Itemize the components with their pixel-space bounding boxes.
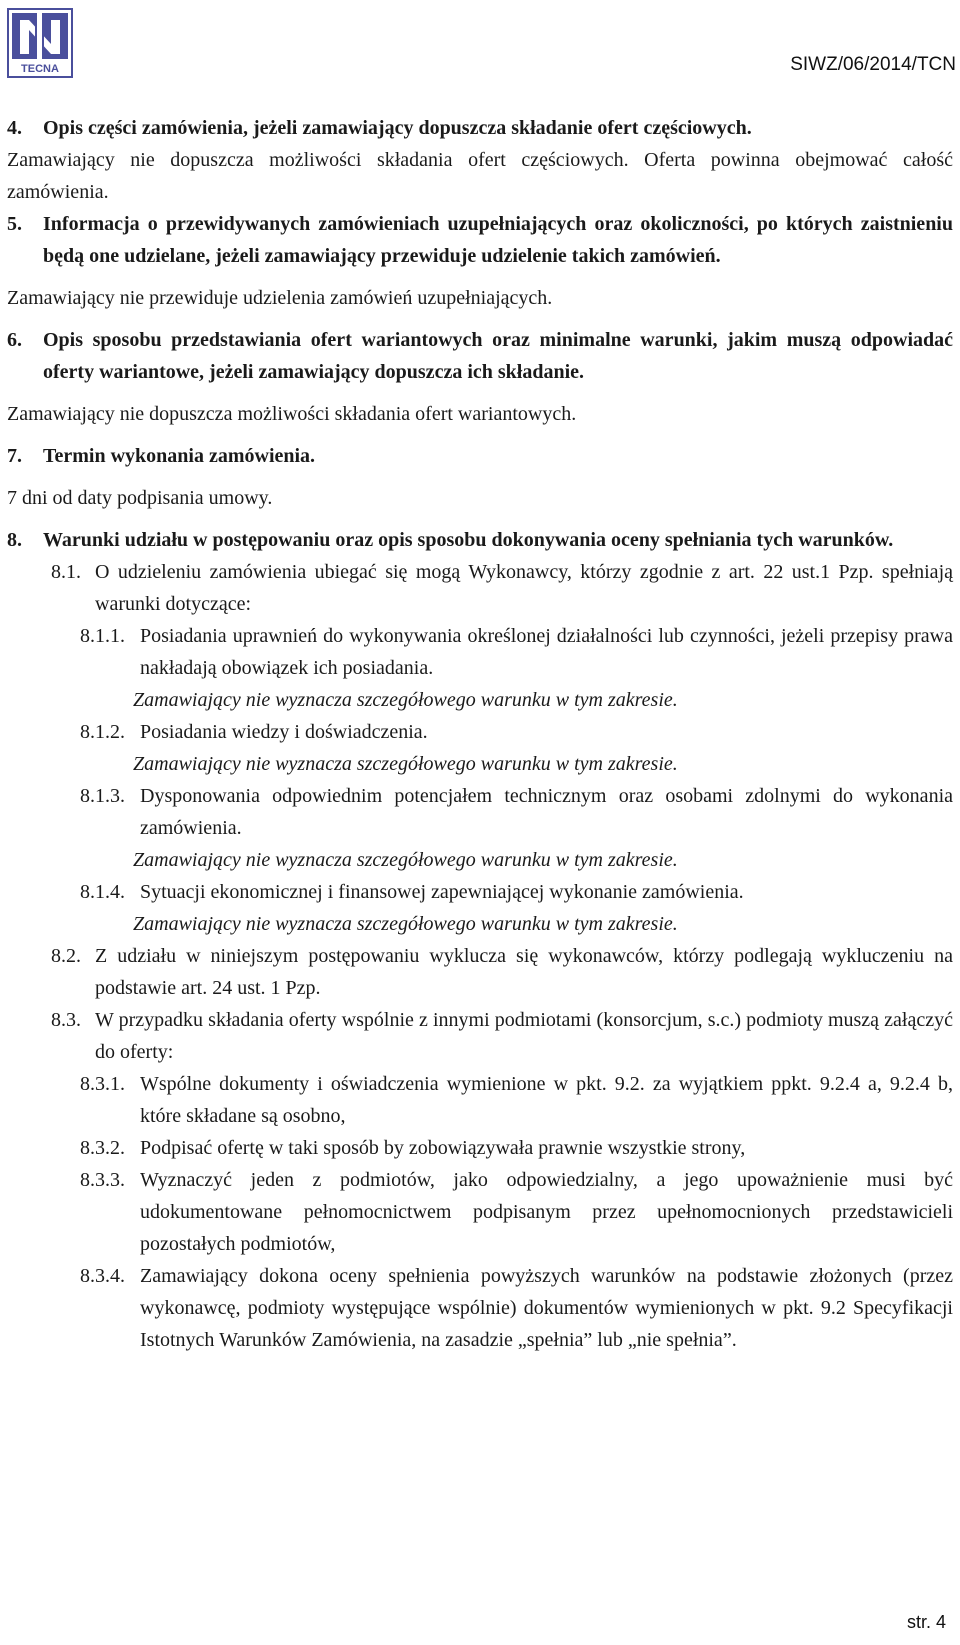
subsection-8-3-3 [7,1164,953,1260]
subsection-text: Posiadania wiedzy i doświadczenia. [140,721,428,743]
subsection-number: 8.1.3. [80,785,125,807]
subsection-8-3-1 [7,1068,953,1132]
subsection-text: Zamawiający dokona oceny spełnienia powyższych warunków na podstawie złożonych (przez wykonawcę, podmioty występujące wspólnie) dokumentów wymienionych w pkt. 9.2 Specyfikacji Istotnych Warunków Zamówienia, na zasadzie „spełnia” lub „nie spełnia”. [140,1265,953,1351]
subsection-number: 8.3.2. [80,1137,125,1159]
subsection-text: Sytuacji ekonomicznej i finansowej zapewniającej wykonanie zamówienia. [140,881,744,903]
document-body [7,112,953,1356]
section-4-heading [7,112,953,144]
subsection-8-1-3 [7,780,953,844]
section-6-heading [7,324,953,388]
section-number: 4. [7,117,22,139]
subsection-number: 8.3.3. [80,1169,125,1191]
subsection-text: Z udziału w niniejszym postępowaniu wyklucza się wykonawców, którzy podlegają wykluczeniu na podstawie art. 24 ust. 1 Pzp. [95,945,953,999]
subsection-8-1 [7,556,953,620]
section-6-body: Zamawiający nie dopuszcza możliwości składania ofert wariantowych. [7,403,577,425]
section-7-body: 7 dni od daty podpisania umowy. [7,487,273,509]
condition-note: Zamawiający nie wyznacza szczegółowego warunku w tym zakresie. [133,849,678,871]
section-number: 6. [7,329,22,351]
subsection-text: O udzieleniu zamówienia ubiegać się mogą Wykonawcy, którzy zgodnie z art. 22 ust.1 Pzp. spełniają warunki dotyczące: [95,561,953,615]
tecna-logo [7,8,73,78]
subsection-text: Podpisać ofertę w taki sposób by zobowiązywała prawnie wszystkie strony, [140,1137,746,1159]
section-number: 7. [7,445,22,467]
document-reference: SIWZ/06/2014/TCN [790,54,956,75]
subsection-number: 8.3.4. [80,1265,125,1287]
subsection-number: 8.1.1. [80,625,125,647]
subsection-number: 8.1.2. [80,721,125,743]
logo-mark-icon [7,8,73,78]
subsection-8-3-2 [7,1132,953,1164]
subsection-text: Posiadania uprawnień do wykonywania określonej działalności lub czynności, jeżeli przepisy prawa nakładają obowiązek ich posiadania. [140,625,953,679]
section-8-heading [7,524,953,556]
section-title: Opis części zamówienia, jeżeli zamawiający dopuszcza składanie ofert częściowych. [43,117,752,139]
logo-wordmark: TECNA [21,63,59,75]
section-number: 5. [7,213,22,235]
section-5-body: Zamawiający nie przewiduje udzielenia zamówień uzupełniających. [7,287,553,309]
subsection-text: Wspólne dokumenty i oświadczenia wymienione w pkt. 9.2. za wyjątkiem ppkt. 9.2.4 a, 9.2.4 b, które składane są osobno, [140,1073,953,1127]
section-title: Termin wykonania zamówienia. [43,445,316,467]
subsection-8-1-2 [7,716,953,748]
section-title: Informacja o przewidywanych zamówieniach uzupełniających oraz okoliczności, po których zaistnieniu będą one udzielane, jeżeli zamawiający przewiduje udzielenie takich zamówień. [43,213,953,267]
condition-note: Zamawiający nie wyznacza szczegółowego warunku w tym zakresie. [133,913,678,935]
subsection-8-1-1 [7,620,953,684]
subsection-text: Dysponowania odpowiednim potencjałem technicznym oraz osobami zdolnymi do wykonania zamówienia. [140,785,953,839]
subsection-number: 8.3.1. [80,1073,125,1095]
section-4-body: Zamawiający nie dopuszcza możliwości składania ofert częściowych. Oferta powinna obejmować całość zamówienia. [7,149,953,203]
page-number: str. 4 [906,1612,946,1632]
condition-note: Zamawiający nie wyznacza szczegółowego warunku w tym zakresie. [133,753,678,775]
subsection-number: 8.2. [51,945,81,967]
section-5-heading [7,208,953,272]
subsection-8-3-4 [7,1260,953,1356]
condition-note: Zamawiający nie wyznacza szczegółowego warunku w tym zakresie. [133,689,678,711]
section-title: Warunki udziału w postępowaniu oraz opis sposobu dokonywania oceny spełniania tych warunków. [43,529,894,551]
section-number: 8. [7,529,22,551]
section-7-heading [7,440,953,472]
subsection-text: Wyznaczyć jeden z podmiotów, jako odpowiedzialny, a jego upoważnienie musi być udokumentowane pełnomocnictwem podpisanym przez upełnomocnionych przedstawicieli pozostałych podmiotów, [140,1169,953,1255]
subsection-8-2 [7,940,953,1004]
subsection-number: 8.3. [51,1009,81,1031]
subsection-8-3 [7,1004,953,1068]
subsection-text: W przypadku składania oferty wspólnie z innymi podmiotami (konsorcjum, s.c.) podmioty muszą załączyć do oferty: [95,1009,953,1063]
subsection-number: 8.1.4. [80,881,125,903]
subsection-number: 8.1. [51,561,81,583]
section-title: Opis sposobu przedstawiania ofert wariantowych oraz minimalne warunki, jakim muszą odpowiadać oferty wariantowe, jeżeli zamawiający dopuszcza ich składanie. [43,329,953,383]
subsection-8-1-4 [7,876,953,908]
